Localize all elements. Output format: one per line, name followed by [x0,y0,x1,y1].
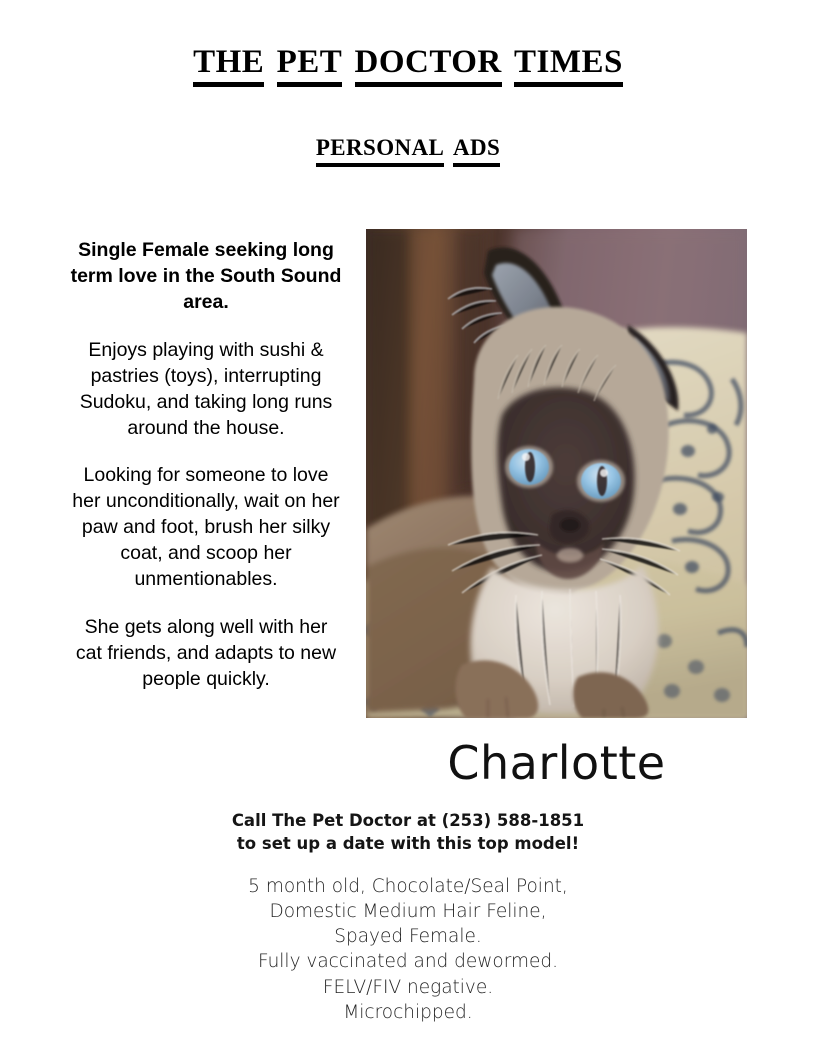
pet-details [108,874,708,1025]
masthead-word: pet [277,34,343,87]
ad-copy-paragraph: Looking for someone to love her unconditionally, wait on her paw and foot, brush her silky coat, and scoop her unmentionables. [72,464,340,591]
detail-line: Spayed Female. [334,926,482,948]
detail-line: 5 month old, Chocolate/Seal Point, [248,876,568,897]
detail-line: Fully vaccinated and dewormed. [257,951,559,973]
ad-copy-column [70,238,342,693]
page-title [193,31,623,83]
ad-copy-paragraph: Enjoys playing with sushi & pastries (toys), interrupting Sudoku, and taking long runs around the house. [79,338,333,439]
siamese-cat-photo [366,229,747,718]
subhead [0,129,816,167]
detail-line: Microchipped. [343,1001,473,1023]
section-title [316,129,500,167]
ad-copy-paragraph: She gets along well with her cat friends, and adapts to new people quickly. [75,616,337,690]
cta-line: to set up a date with this top model! [236,834,580,854]
subhead-word: personal [316,129,444,167]
masthead-word: the [193,34,264,87]
detail-line: FELV/FIV negative. [322,976,494,998]
subhead-word: ads [453,129,500,167]
pet-name: Charlotte [447,736,666,790]
call-to-action [108,809,708,856]
detail-line: Domestic Medium Hair Feline, [269,901,547,923]
cta-line: Call The Pet Doctor at (253) 588-1851 [231,811,585,830]
masthead [0,31,816,83]
ad-copy-lead: Single Female seeking long term love in the South Sound area. [70,239,342,313]
masthead-word: times [514,34,623,87]
masthead-word: doctor [355,34,502,87]
